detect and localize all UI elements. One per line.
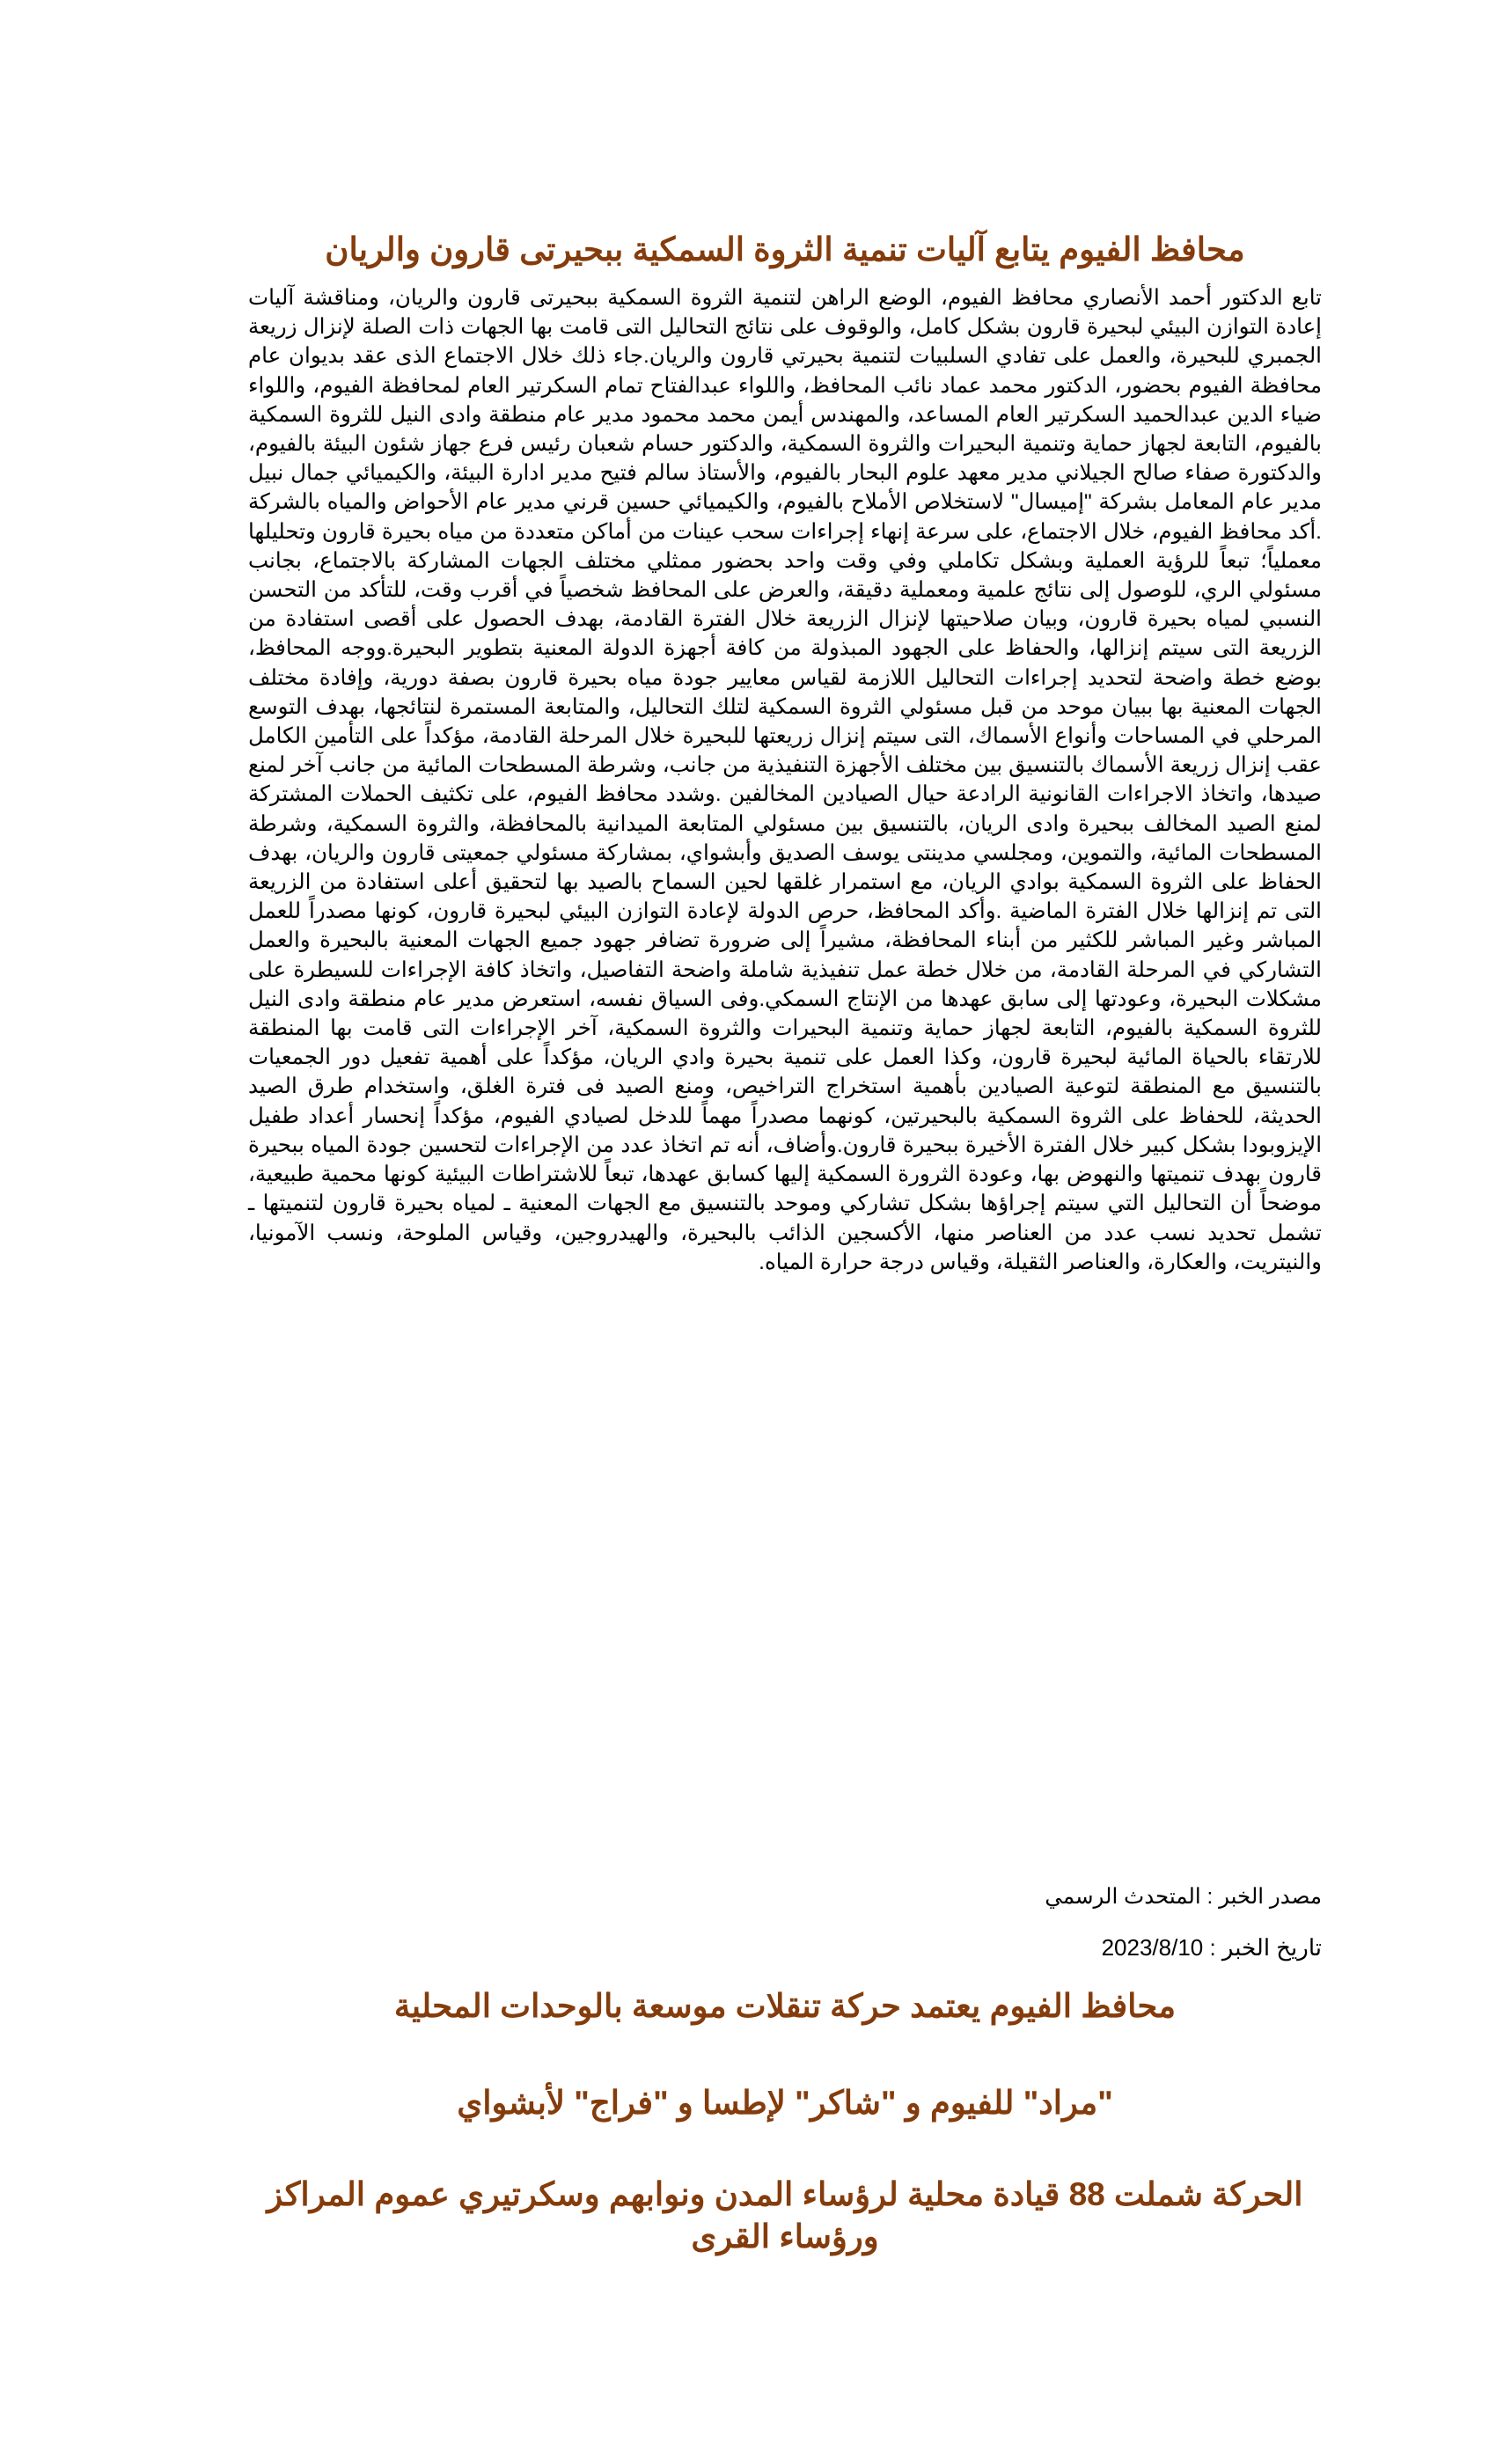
article-title: محافظ الفيوم يتابع آليات تنمية الثروة السمكية ببحيرتى قارون والريان [325, 231, 1245, 268]
article-body-text: تابع الدكتور أحمد الأنصاري محافظ الفيوم، الوضع الراهن لتنمية الثروة السمكية ببحيرتى قارون والريان، ومناقشة آليات إعادة التوازن البيئي لبحيرة قارون بشكل كامل، والوقوف على نتائج التحاليل التى قامت بها الجهات ذات الصلة لإنزال زريعة الجمبري للبحيرة، والعمل على تفادي السلبيات لتنمية بحيرتي قارون والريان.جاء ذلك خلال الاجتماع الذى عقد بديوان عام محافظة الفيوم بحضور، الدكتور محمد عماد نائب المحافظ، واللواء عبدالفتاح تمام السكرتير العام لمحافظة الفيوم، واللواء ضياء الدين عبدالحميد السكرتير العام المساعد، والمهندس أيمن محمد محمود مدير عام منطقة وادى النيل للثروة السمكية بالفيوم، التابعة لجهاز حماية وتنمية البحيرات والثروة السمكية، والدكتور حسام شعبان رئيس فرع جهاز شئون البيئة بالفيوم، والدكتورة صفاء صالح الجيلاني مدير معهد علوم البحار بالفيوم، والأستاذ سالم فتيح مدير ادارة البيئة، والكيميائي جمال نبيل مدير عام المعامل بشركة "إميسال" لاستخلاص الأملاح بالفيوم، والكيميائي حسين قرني مدير عام الأحواض والمياه بالشركة .أكد محافظ الفيوم، خلال الاجتماع، على سرعة إنهاء إجراءات سحب عينات من أماكن متعددة من مياه بحيرة قارون وتحليلها معملياً؛ تبعاً للرؤية العملية وبشكل تكاملي وفي وقت واحد بحضور ممثلي مختلف الجهات المشاركة بالاجتماع، بجانب مسئولي الري، للوصول إلى نتائج علمية ومعملية دقيقة، والعرض على المحافظ شخصياً في أقرب وقت، للتأكد من التحسن النسبي لمياه بحيرة قارون، وبيان صلاحيتها لإنزال الزريعة خلال الفترة القادمة، بهدف الحصول على أقصى استفادة من الزريعة التى سيتم إنزالها، والحفاظ على الجهود المبذولة من كافة أجهزة الدولة المعنية بتطوير البحيرة.ووجه المحافظ، بوضع خطة واضحة لتحديد إجراءات التحاليل اللازمة لقياس معايير جودة مياه بحيرة قارون بصفة دورية، وإفادة مختلف الجهات المعنية بها ببيان موحد من قبل مسئولي الثروة السمكية لتلك التحاليل، والمتابعة المستمرة لنتائجها، بهدف التوسع المرحلي في المساحات وأنواع الأسماك، التى سيتم إنزال زريعتها للبحيرة خلال المرحلة القادمة، مؤكداً على التأمين الكامل عقب إنزال زريعة الأسماك بالتنسيق بين مختلف الأجهزة التنفيذية من جانب، وشرطة المسطحات المائية من جانب آخر لمنع صيدها، واتخاذ الاجراءات القانونية الرادعة حيال الصيادين المخالفين .وشدد محافظ الفيوم، على تكثيف الحملات المشتركة لمنع الصيد المخالف ببحيرة وادى الريان، بالتنسيق بين مسئولي المتابعة الميدانية بالمحافظة، والثروة السمكية، وشرطة المسطحات المائية، والتموين، ومجلسي مدينتى يوسف الصديق وأبشواي، بمشاركة مسئولي جمعيتى قارون والريان، بهدف الحفاظ على الثروة السمكية بوادي الريان، مع استمرار غلقها لحين السماح بالصيد بها لتحقيق أعلى استفادة من الزريعة التى تم إنزالها خلال الفترة الماضية .وأكد المحافظ، حرص الدولة لإعادة التوازن البيئي لبحيرة قارون، كونها مصدراً للعمل المباشر وغير المباشر للكثير من أبناء المحافظة، مشيراً إلى ضرورة تضافر جهود جميع الجهات المعنية بالبحيرة والعمل التشاركي في المرحلة القادمة، من خلال خطة عمل تنفيذية شاملة واضحة التفاصيل، واتخاذ كافة الإجراءات للسيطرة على مشكلات البحيرة، وعودتها إلى سابق عهدها من الإنتاج السمكي.وفى السياق نفسه، استعرض مدير عام منطقة وادى النيل للثروة السمكية بالفيوم، التابعة لجهاز حماية وتنمية البحيرات والثروة السمكية، آخر الإجراءات التى قامت بها المنطقة للارتقاء بالحياة المائية لبحيرة قارون، وكذا العمل على تنمية بحيرة وادي الريان، مؤكداً على أهمية تفعيل دور الجمعيات بالتنسيق مع المنطقة لتوعية الصيادين بأهمية استخراج التراخيص، ومنع الصيد فى فترة الغلق، واستخدام طرق الصيد الحديثة، للحفاظ على الثروة السمكية بالبحيرتين، كونهما مصدراً مهماً للدخل لصيادي الفيوم، مؤكداً إنحسار أعداد طفيل الإيزوبودا بشكل كبير خلال الفترة الأخيرة ببحيرة قارون.وأضاف، أنه تم اتخاذ عدد من الإجراءات لتحسين جودة المياه ببحيرة قارون بهدف تنميتها والنهوض بها، وعودة الثرورة السمكية إليها كسابق عهدها، تبعاً للاشتراطات البيئية كونها محمية طبيعية، موضحاً أن التحاليل التي سيتم إجراؤها بشكل تشاركي وموحد بالتنسيق مع الجهات المعنية ـ لمياه بحيرة قارون لتنميتها ـ تشمل تحديد نسب عدد من العناصر منها، الأكسجين الذائب بالبحيرة، والهيدروجين، وقياس الملوحة، ونسب الآمونيا، والنيتريت، والعكارة، والعناصر الثقيلة، وقياس درجة حرارة المياه. [248, 286, 1322, 1274]
next-article-summary: الحركة شملت 88 قيادة محلية لرؤساء المدن ونوابهم وسكرتيري عموم المراكز ورؤساء القرى [267, 2176, 1303, 2255]
news-source: مصدر الخبر : المتحدث الرسمي [1045, 1885, 1322, 1909]
article-body [248, 283, 1322, 1277]
next-article-subheadline: "مراد" للفيوم و "شاكر" لإطسا و "فراج" لأبشواي [457, 2085, 1113, 2121]
news-date: تاريخ الخبر : 2023/8/10 [1101, 1934, 1322, 1961]
next-article-headline: محافظ الفيوم يعتمد حركة تنقلات موسعة بالوحدات المحلية [393, 1988, 1177, 2024]
